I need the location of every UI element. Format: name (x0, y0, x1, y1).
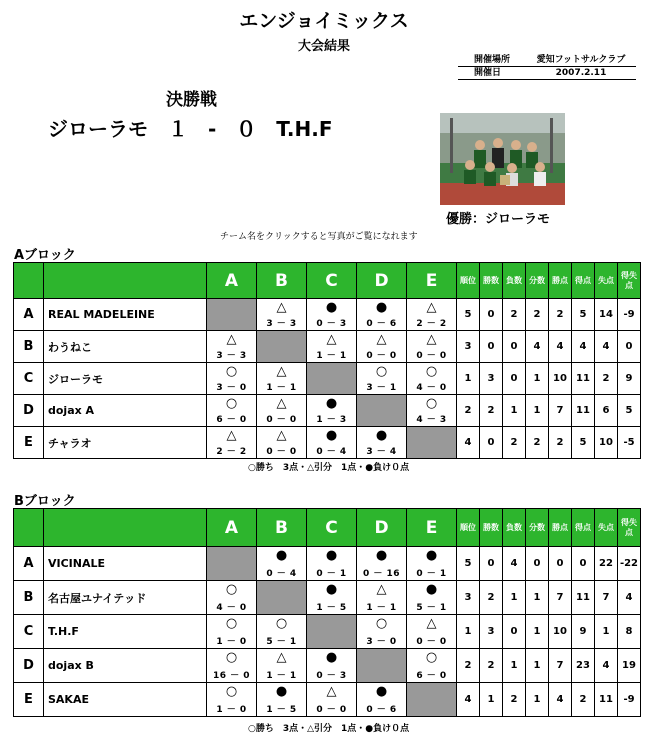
match-result-cell (257, 649, 307, 683)
stat-cell: 10 (595, 427, 618, 459)
stat-cell: 2 (595, 363, 618, 395)
result-symbol: ○ (375, 616, 388, 631)
header-stat: 勝数 (480, 263, 503, 299)
result-symbol: ○ (425, 364, 438, 379)
header-stat: 順位 (457, 509, 480, 547)
result-symbol: ○ (225, 582, 238, 597)
stat-cell: 5 (457, 299, 480, 331)
header-stat: 勝点 (549, 263, 572, 299)
match-result-cell (357, 581, 407, 615)
self-match-cell (407, 683, 457, 717)
row-label: C (14, 363, 44, 395)
match-result-cell (307, 331, 357, 363)
match-result-cell (407, 299, 457, 331)
block-a-legend: ○勝ち 3点・△引分 1点・●負け０点 (248, 463, 410, 473)
block-b-table (13, 508, 641, 717)
self-match-cell (207, 299, 257, 331)
table-row (14, 363, 641, 395)
match-result-cell (207, 683, 257, 717)
stat-cell: 0 (503, 331, 526, 363)
team-name-link[interactable]: T.H.F (44, 615, 207, 649)
result-symbol: △ (376, 582, 387, 597)
match-result-cell (207, 331, 257, 363)
stat-cell: 1 (526, 363, 549, 395)
table-header-row (14, 263, 641, 299)
stat-cell: 2 (503, 683, 526, 717)
stat-cell: 5 (572, 427, 595, 459)
table-row (14, 547, 641, 581)
result-symbol: ● (375, 428, 388, 443)
self-match-cell (307, 363, 357, 395)
match-score: 3 － 1 (366, 383, 397, 393)
result-symbol: △ (326, 684, 337, 699)
result-symbol: ● (325, 300, 338, 315)
stat-cell: 1 (526, 615, 549, 649)
row-label: E (14, 427, 44, 459)
stat-cell: 11 (572, 581, 595, 615)
table-header-row (14, 509, 641, 547)
table-row (14, 299, 641, 331)
stat-cell: 0 (503, 363, 526, 395)
match-score: 5 － 1 (266, 637, 297, 647)
match-score: 0 － 1 (416, 569, 447, 579)
stat-cell: 2 (457, 649, 480, 683)
match-score: 0 － 3 (316, 671, 347, 681)
header-stat: 得失点 (618, 263, 641, 299)
match-score: 0 － 6 (366, 705, 397, 715)
match-score: 4 － 0 (216, 603, 247, 613)
page-title: エンジョイミックス (239, 10, 409, 32)
match-score: 6 － 0 (416, 671, 447, 681)
stat-cell: 0 (503, 615, 526, 649)
info-date-key: 開催日 (474, 68, 502, 78)
stat-cell: 2 (503, 427, 526, 459)
match-result-cell (357, 363, 407, 395)
match-result-cell (257, 615, 307, 649)
stat-cell: 3 (457, 331, 480, 363)
stat-cell: 0 (480, 299, 503, 331)
result-symbol: ○ (225, 650, 238, 665)
stat-cell: 2 (549, 427, 572, 459)
match-score: 4 － 0 (416, 383, 447, 393)
result-symbol: ● (425, 582, 438, 597)
match-result-cell (307, 395, 357, 427)
table-row (14, 683, 641, 717)
match-score: 1 － 3 (316, 415, 347, 425)
stat-cell: 1 (526, 649, 549, 683)
self-match-cell (357, 395, 407, 427)
stat-cell: 2 (572, 683, 595, 717)
info-date (458, 67, 636, 80)
stat-cell: 0 (618, 331, 641, 363)
match-result-cell (357, 427, 407, 459)
match-result-cell (357, 615, 407, 649)
result-symbol: ● (375, 548, 388, 563)
match-score: 3 － 0 (366, 637, 397, 647)
match-result-cell (257, 363, 307, 395)
table-row (14, 427, 641, 459)
result-symbol: △ (276, 364, 287, 379)
stat-cell: 2 (480, 581, 503, 615)
stat-cell: 4 (503, 547, 526, 581)
match-score: 3 － 3 (216, 351, 247, 361)
row-label: B (14, 331, 44, 363)
team-name-link[interactable]: REAL MADELEINE (44, 299, 207, 331)
header-blank (44, 509, 207, 547)
stat-cell: 1 (457, 615, 480, 649)
stat-cell: 4 (595, 331, 618, 363)
match-score: 0 － 4 (316, 447, 347, 457)
final-label: 決勝戦 (166, 90, 217, 110)
result-symbol: ● (325, 582, 338, 597)
match-score: 4 － 3 (416, 415, 447, 425)
match-score: 0 － 4 (266, 569, 297, 579)
result-symbol: △ (426, 332, 437, 347)
stat-cell: 2 (503, 299, 526, 331)
header-stat: 失点 (595, 263, 618, 299)
match-score: 1 － 1 (266, 383, 297, 393)
stat-cell: 1 (526, 581, 549, 615)
stat-cell: 1 (457, 363, 480, 395)
match-result-cell (407, 581, 457, 615)
stat-cell: 11 (572, 363, 595, 395)
stat-cell: 0 (480, 331, 503, 363)
match-result-cell (207, 581, 257, 615)
table-row (14, 395, 641, 427)
match-result-cell (407, 615, 457, 649)
result-symbol: ○ (425, 396, 438, 411)
match-result-cell (407, 363, 457, 395)
stat-cell: 2 (549, 299, 572, 331)
table-row (14, 581, 641, 615)
match-score: 1 － 5 (266, 705, 297, 715)
row-label: A (14, 299, 44, 331)
stat-cell: 10 (549, 363, 572, 395)
result-symbol: ● (325, 548, 338, 563)
page-subtitle: 大会結果 (297, 39, 350, 54)
match-result-cell (357, 331, 407, 363)
stat-cell: 7 (549, 581, 572, 615)
match-result-cell (207, 395, 257, 427)
header-stat: 失点 (595, 509, 618, 547)
header-opponent-c: C (307, 263, 357, 299)
info-venue (458, 54, 636, 67)
result-symbol: △ (276, 650, 287, 665)
match-result-cell (357, 547, 407, 581)
match-result-cell (307, 299, 357, 331)
block-a-title: Aブロック (14, 248, 76, 263)
stat-cell: 4 (457, 683, 480, 717)
stat-cell: 2 (457, 395, 480, 427)
stat-cell: 22 (595, 547, 618, 581)
match-score: 1 － 5 (316, 603, 347, 613)
result-symbol: ○ (225, 364, 238, 379)
match-result-cell (257, 683, 307, 717)
team-name-link[interactable]: dojax A (44, 395, 207, 427)
result-symbol: ● (375, 684, 388, 699)
header-opponent-d: D (357, 509, 407, 547)
stat-cell: 1 (503, 581, 526, 615)
stat-cell: 0 (572, 547, 595, 581)
stat-cell: 2 (480, 395, 503, 427)
match-score: 1 － 0 (216, 705, 247, 715)
stat-cell: 4 (457, 427, 480, 459)
header-opponent-a: A (207, 263, 257, 299)
stat-cell: 1 (503, 649, 526, 683)
match-result-cell (257, 547, 307, 581)
stat-cell: 5 (572, 299, 595, 331)
result-symbol: △ (276, 428, 287, 443)
stat-cell: 2 (526, 427, 549, 459)
match-score: 0 － 16 (362, 569, 401, 579)
table-row (14, 331, 641, 363)
stat-cell: 1 (526, 683, 549, 717)
header-stat: 得点 (572, 263, 595, 299)
result-symbol: ○ (225, 684, 238, 699)
header-opponent-d: D (357, 263, 407, 299)
stat-cell: 2 (526, 299, 549, 331)
block-a-table (13, 262, 641, 459)
header-stat: 順位 (457, 263, 480, 299)
result-symbol: ● (325, 650, 338, 665)
row-label: D (14, 649, 44, 683)
stat-cell: -22 (618, 547, 641, 581)
stat-cell: 5 (618, 395, 641, 427)
match-result-cell (207, 649, 257, 683)
row-label: E (14, 683, 44, 717)
header-blank (44, 263, 207, 299)
match-score: 5 － 1 (416, 603, 447, 613)
stat-cell: 0 (480, 427, 503, 459)
match-result-cell (307, 581, 357, 615)
self-match-cell (357, 649, 407, 683)
info-date-value: 2007.2.11 (555, 68, 607, 78)
stat-cell: 4 (526, 331, 549, 363)
self-match-cell (407, 427, 457, 459)
stat-cell: 19 (618, 649, 641, 683)
stat-cell: 6 (595, 395, 618, 427)
table-row (14, 649, 641, 683)
header-blank (14, 509, 44, 547)
match-score: 0 － 0 (366, 351, 397, 361)
header-opponent-c: C (307, 509, 357, 547)
result-symbol: ● (275, 684, 288, 699)
match-result-cell (357, 299, 407, 331)
match-score: 1 － 0 (216, 637, 247, 647)
result-symbol: ○ (225, 396, 238, 411)
result-symbol: △ (326, 332, 337, 347)
match-result-cell (307, 547, 357, 581)
match-result-cell (257, 427, 307, 459)
match-result-cell (407, 331, 457, 363)
match-score: 3 － 4 (366, 447, 397, 457)
result-symbol: ● (325, 428, 338, 443)
result-symbol: △ (426, 300, 437, 315)
row-label: D (14, 395, 44, 427)
match-score: 0 － 3 (316, 319, 347, 329)
match-score: 16 － 0 (212, 671, 251, 681)
match-result-cell (407, 395, 457, 427)
stat-cell: 11 (595, 683, 618, 717)
match-result-cell (407, 649, 457, 683)
match-result-cell (257, 395, 307, 427)
row-label: B (14, 581, 44, 615)
match-result-cell (207, 615, 257, 649)
header-stat: 得失点 (618, 509, 641, 547)
stat-cell: 9 (618, 363, 641, 395)
result-symbol: ○ (375, 364, 388, 379)
stat-cell: 3 (480, 615, 503, 649)
row-label: C (14, 615, 44, 649)
stat-cell: 1 (480, 683, 503, 717)
stat-cell: -5 (618, 427, 641, 459)
result-symbol: △ (276, 300, 287, 315)
team-photo-image (440, 113, 565, 205)
result-symbol: △ (226, 332, 237, 347)
result-symbol: △ (426, 616, 437, 631)
team-name-link[interactable]: SAKAE (44, 683, 207, 717)
stat-cell: 10 (549, 615, 572, 649)
result-symbol: ○ (425, 650, 438, 665)
match-score: 0 － 0 (266, 447, 297, 457)
team-name-link[interactable]: dojax B (44, 649, 207, 683)
stat-cell: 23 (572, 649, 595, 683)
result-symbol: △ (276, 396, 287, 411)
match-result-cell (257, 299, 307, 331)
result-symbol: △ (376, 332, 387, 347)
match-result-cell (407, 547, 457, 581)
match-score: 0 － 0 (316, 705, 347, 715)
row-label: A (14, 547, 44, 581)
match-result-cell (357, 683, 407, 717)
info-venue-key: 開催場所 (474, 55, 511, 65)
table-row (14, 615, 641, 649)
match-result-cell (307, 649, 357, 683)
stat-cell: 3 (480, 363, 503, 395)
header-stat: 負数 (503, 263, 526, 299)
self-match-cell (257, 581, 307, 615)
stat-cell: 0 (526, 547, 549, 581)
header-stat: 分数 (526, 263, 549, 299)
stat-cell: 7 (549, 395, 572, 427)
match-score: 3 － 0 (216, 383, 247, 393)
header-stat: 分数 (526, 509, 549, 547)
header-opponent-e: E (407, 509, 457, 547)
match-result-cell (307, 683, 357, 717)
winner-team-photo[interactable] (440, 113, 565, 205)
result-symbol: △ (226, 428, 237, 443)
click-note: チーム名をクリックすると写真がご覧になれます (220, 232, 418, 242)
stat-cell: 4 (595, 649, 618, 683)
result-symbol: ● (375, 300, 388, 315)
stat-cell: 0 (549, 547, 572, 581)
header-opponent-e: E (407, 263, 457, 299)
match-score: 0 － 6 (366, 319, 397, 329)
block-b-legend: ○勝ち 3点・△引分 1点・●負け０点 (248, 724, 410, 734)
stat-cell: 8 (618, 615, 641, 649)
stat-cell: 5 (457, 547, 480, 581)
team-name-link[interactable]: ジローラモ (44, 363, 207, 395)
final-score: ジローラモ １ - ０ T.H.F (48, 117, 333, 141)
match-result-cell (207, 427, 257, 459)
stat-cell: 1 (595, 615, 618, 649)
result-symbol: ○ (225, 616, 238, 631)
team-name-link[interactable]: わうねこ (44, 331, 207, 363)
match-score: 0 － 0 (416, 351, 447, 361)
header-opponent-b: B (257, 509, 307, 547)
stat-cell: 4 (549, 683, 572, 717)
info-venue-value: 愛知フットサルクラブ (536, 55, 626, 65)
match-score: 0 － 1 (316, 569, 347, 579)
match-result-cell (307, 427, 357, 459)
header-opponent-b: B (257, 263, 307, 299)
match-score: 0 － 0 (266, 415, 297, 425)
header-stat: 勝数 (480, 509, 503, 547)
stat-cell: 4 (572, 331, 595, 363)
stat-cell: 0 (480, 547, 503, 581)
stat-cell: 1 (503, 395, 526, 427)
result-symbol: ● (325, 396, 338, 411)
stat-cell: 3 (457, 581, 480, 615)
result-symbol: ● (425, 548, 438, 563)
stat-cell: 4 (618, 581, 641, 615)
header-opponent-a: A (207, 509, 257, 547)
header-blank (14, 263, 44, 299)
winner-label: 優勝：ジローラモ (446, 212, 551, 227)
stat-cell: 9 (572, 615, 595, 649)
stat-cell: 11 (572, 395, 595, 427)
stat-cell: 1 (526, 395, 549, 427)
result-symbol: ● (275, 548, 288, 563)
match-score: 2 － 2 (216, 447, 247, 457)
stat-cell: 2 (480, 649, 503, 683)
stat-cell: 14 (595, 299, 618, 331)
header-stat: 勝点 (549, 509, 572, 547)
stat-cell: -9 (618, 683, 641, 717)
match-score: 0 － 0 (416, 637, 447, 647)
match-result-cell (207, 363, 257, 395)
stat-cell: 4 (549, 331, 572, 363)
match-score: 1 － 1 (266, 671, 297, 681)
match-score: 3 － 3 (266, 319, 297, 329)
match-score: 2 － 2 (416, 319, 447, 329)
stat-cell: 7 (595, 581, 618, 615)
team-name-link[interactable]: チャラオ (44, 427, 207, 459)
match-score: 1 － 1 (366, 603, 397, 613)
match-score: 6 － 0 (216, 415, 247, 425)
team-name-link[interactable]: 名古屋ユナイテッド (44, 581, 207, 615)
block-b-title: Bブロック (14, 494, 76, 509)
self-match-cell (207, 547, 257, 581)
match-score: 1 － 1 (316, 351, 347, 361)
team-name-link[interactable]: VICINALE (44, 547, 207, 581)
self-match-cell (257, 331, 307, 363)
header-stat: 得点 (572, 509, 595, 547)
header-stat: 負数 (503, 509, 526, 547)
result-symbol: ○ (275, 616, 288, 631)
self-match-cell (307, 615, 357, 649)
stat-cell: -9 (618, 299, 641, 331)
stat-cell: 7 (549, 649, 572, 683)
